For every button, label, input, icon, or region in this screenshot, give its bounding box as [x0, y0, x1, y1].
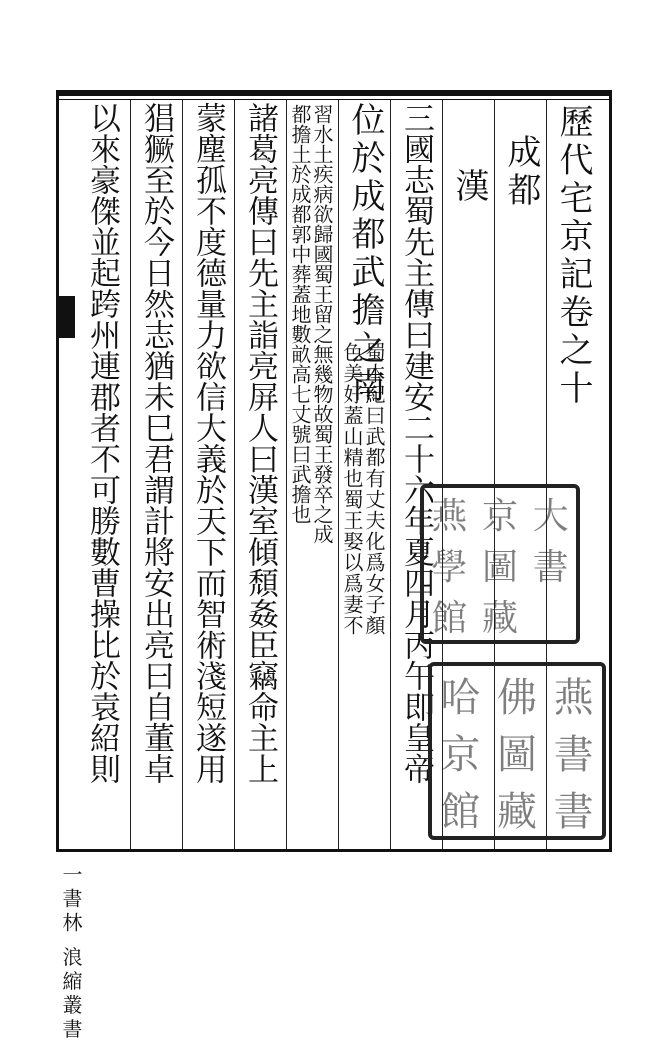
seal-character: 大 — [532, 496, 569, 537]
seal-character: 燕 — [431, 496, 468, 537]
seal-character: 館 — [431, 598, 468, 639]
section-heading: 成都 — [501, 134, 541, 210]
seal-character: 書 — [532, 547, 569, 588]
seal-character: 學 — [431, 547, 468, 588]
seal-character: 藏 — [496, 789, 537, 835]
volume-title: 歷代宅京記卷之十 — [553, 104, 593, 408]
annotation-line: 習水土疾病欲歸國蜀王留之無幾物故蜀王發卒之成 — [310, 104, 334, 544]
seal-character: 圖 — [496, 732, 537, 778]
margin-publisher-text: 一書林 浪縮叢書 — [59, 864, 83, 1042]
text-column: 猖獗至於今日然志猶未巳君謂計將安出亮曰自董卓 — [138, 102, 174, 784]
seal-character: 書 — [553, 789, 594, 835]
seal-character: 燕 — [553, 675, 594, 721]
text-column: 蒙塵孤不度德量力欲信大義於天下而智術淺短遂用 — [190, 102, 226, 784]
frame-top — [56, 90, 612, 96]
library-seal — [420, 484, 580, 644]
seal-character: 圖 — [481, 547, 518, 588]
annotation-line: 色美好蓋山精也蜀王娶以爲妻不 — [340, 342, 364, 636]
seal-character: 館 — [440, 789, 481, 835]
dynasty-heading: 漢 — [449, 168, 489, 206]
column-rule — [338, 100, 339, 849]
seal-character: 哈 — [440, 675, 481, 721]
seal-character: 書 — [553, 732, 594, 778]
column-rule — [130, 100, 131, 849]
column-rule — [286, 100, 287, 849]
annotation-line: 蜀本紀曰武都有丈夫化爲女子顏 — [362, 342, 386, 636]
text-column: 諸葛亮傳曰先主詣亮屏人曰漢室傾頹姦臣竊命主上 — [242, 102, 278, 784]
fish-tail-mark — [59, 296, 75, 338]
text-column: 位於成都武擔之南 — [345, 102, 385, 406]
text-column: 以來豪傑並起跨州連郡者不可勝數曹操比於袁紹則 — [84, 102, 120, 784]
frame-left — [56, 90, 59, 852]
seal-character: 佛 — [496, 675, 537, 721]
seal-character: 京 — [440, 732, 481, 778]
frame-bottom — [56, 849, 612, 852]
frame-right — [609, 90, 612, 852]
annotation-line: 都擔土於成都郭中葬蓋地數畝高七丈號曰武擔也 — [288, 104, 312, 524]
collection-seal — [428, 662, 606, 840]
text-column: 三國志蜀先主傳曰建安二十六年夏四月丙午即皇帝 — [398, 102, 434, 784]
frame-top-inner — [56, 99, 612, 100]
column-rule — [182, 100, 183, 849]
column-rule — [234, 100, 235, 849]
column-rule — [390, 100, 391, 849]
seal-character: 京 — [481, 496, 518, 537]
seal-character: 藏 — [481, 598, 518, 639]
